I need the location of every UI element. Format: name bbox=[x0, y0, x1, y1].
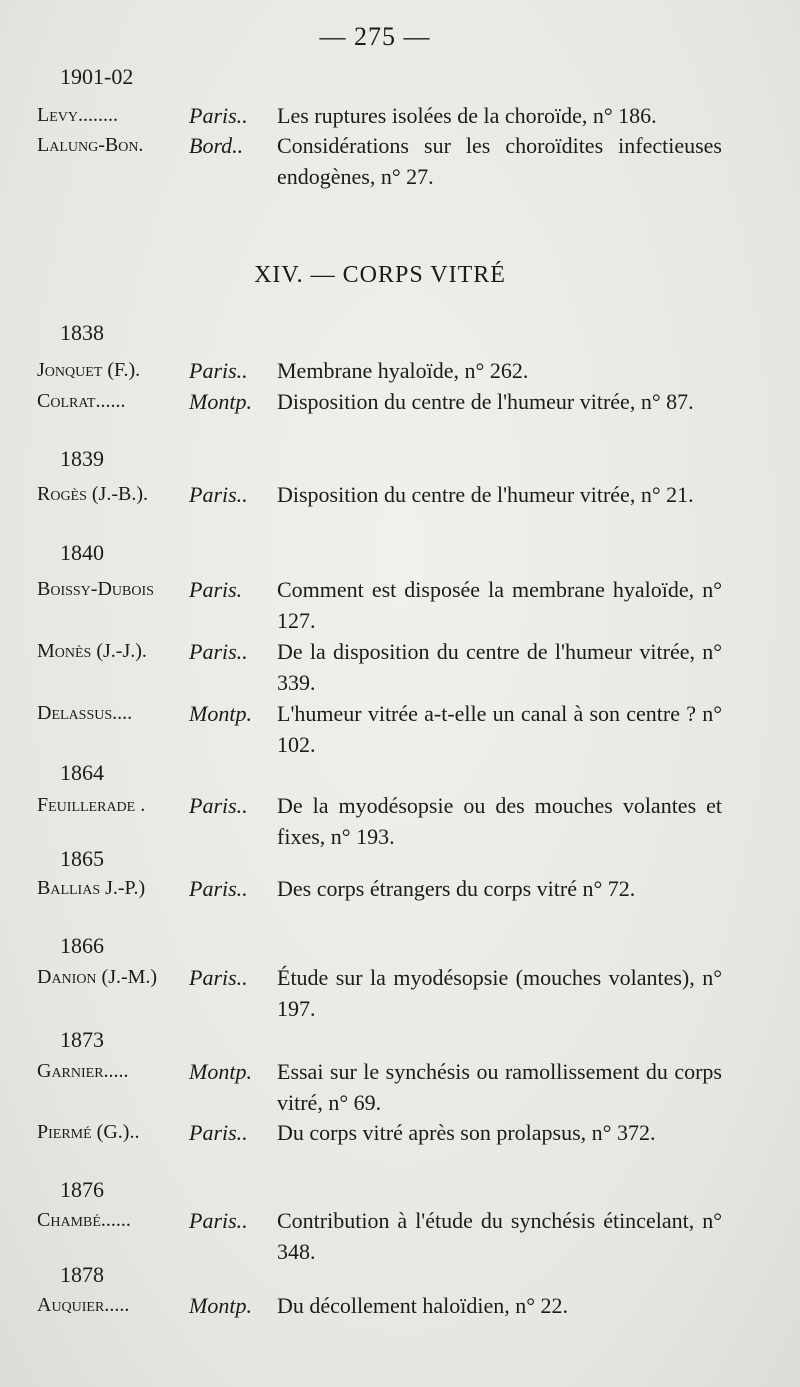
year-heading: 1878 bbox=[60, 1262, 104, 1287]
entry-title: Des corps étrangers du corps vitré n° 72. bbox=[277, 876, 636, 901]
entry-place: Paris.. bbox=[189, 639, 248, 664]
entry-title: Considérations sur les choroïdites infectieuses endogènes, n° 27. bbox=[277, 133, 722, 189]
entry-author: Lalung-Bon. bbox=[37, 134, 144, 156]
entry-author: Rogès (J.-B.). bbox=[37, 483, 149, 505]
entry-place: Montp. bbox=[189, 701, 252, 726]
page-number: — 275 — bbox=[319, 22, 431, 51]
entry-row bbox=[37, 636, 737, 698]
entry-author: Monès (J.-J.). bbox=[37, 640, 147, 662]
year-heading: 1840 bbox=[60, 540, 104, 565]
entry-row bbox=[37, 386, 737, 417]
entry-author: Delassus.... bbox=[37, 702, 133, 724]
entry-title: Essai sur le synchésis ou ramollissement du corps vitré, n° 69. bbox=[277, 1059, 722, 1115]
entry-row bbox=[37, 1117, 737, 1148]
entry-title: Comment est disposée la membrane hyaloïde, n° 127. bbox=[277, 577, 722, 633]
section-title: XIV. — CORPS VITRÉ bbox=[254, 262, 506, 288]
entry-author: Feuillerade . bbox=[37, 794, 146, 816]
entry-row bbox=[37, 790, 737, 852]
entry-row bbox=[37, 574, 737, 636]
entry-title: De la disposition du centre de l'humeur vitrée, n° 339. bbox=[277, 639, 722, 695]
entry-title: Les ruptures isolées de la choroïde, n° 186. bbox=[277, 103, 657, 128]
entry-row bbox=[37, 479, 737, 510]
entry-row bbox=[37, 1205, 737, 1267]
entry-title: De la myodésopsie ou des mouches volantes et fixes, n° 193. bbox=[277, 793, 722, 849]
entry-place: Paris.. bbox=[189, 1208, 248, 1233]
entry-place: Bord.. bbox=[189, 133, 244, 158]
entry-row bbox=[37, 130, 737, 192]
year-heading: 1838 bbox=[60, 320, 104, 345]
entry-title: Étude sur la myodésopsie (mouches volantes), n° 197. bbox=[277, 965, 722, 1021]
entry-row bbox=[37, 1290, 737, 1321]
entry-place: Paris.. bbox=[189, 793, 248, 818]
entry-title: Membrane hyaloïde, n° 262. bbox=[277, 358, 529, 383]
year-heading: 1864 bbox=[60, 760, 104, 785]
year-heading: 1901-02 bbox=[60, 64, 134, 89]
entry-row bbox=[37, 698, 737, 760]
entry-title: Disposition du centre de l'humeur vitrée, n° 87. bbox=[277, 389, 694, 414]
entry-author: Danion (J.-M.) bbox=[37, 966, 158, 988]
entry-author: Chambé...... bbox=[37, 1209, 131, 1231]
entry-title: L'humeur vitrée a-t-elle un canal à son centre ? n° 102. bbox=[277, 701, 722, 757]
entry-title: Du décollement haloïdien, n° 22. bbox=[277, 1293, 569, 1318]
entry-place: Paris.. bbox=[189, 103, 248, 128]
year-heading: 1839 bbox=[60, 446, 104, 471]
entry-title: Disposition du centre de l'humeur vitrée, n° 21. bbox=[277, 482, 694, 507]
entry-author: Auquier..... bbox=[37, 1294, 130, 1316]
year-heading: 1876 bbox=[60, 1177, 104, 1202]
entry-place: Paris.. bbox=[189, 1120, 248, 1145]
entry-author: Ballias J.-P.) bbox=[37, 877, 146, 899]
year-heading: 1865 bbox=[60, 846, 104, 871]
entry-place: Paris.. bbox=[189, 358, 248, 383]
entry-author: Boissy-Dubois bbox=[37, 578, 154, 600]
entry-place: Paris.. bbox=[189, 965, 248, 990]
year-heading: 1866 bbox=[60, 933, 104, 958]
entry-place: Montp. bbox=[189, 1059, 252, 1084]
entry-place: Paris.. bbox=[189, 876, 248, 901]
entry-place: Paris.. bbox=[189, 482, 248, 507]
year-heading: 1873 bbox=[60, 1027, 104, 1052]
entry-author: Piermé (G.).. bbox=[37, 1121, 140, 1143]
entry-row bbox=[37, 1056, 737, 1118]
entry-row bbox=[37, 962, 737, 1024]
entry-author: Colrat...... bbox=[37, 390, 126, 412]
entry-title: Contribution à l'étude du synchésis étincelant, n° 348. bbox=[277, 1208, 722, 1264]
entry-row bbox=[37, 355, 737, 386]
entry-title: Du corps vitré après son prolapsus, n° 372. bbox=[277, 1120, 656, 1145]
entry-author: Garnier..... bbox=[37, 1060, 129, 1082]
entry-place: Montp. bbox=[189, 1293, 252, 1318]
entry-row bbox=[37, 100, 737, 131]
entry-author: Jonquet (F.). bbox=[37, 359, 141, 381]
entry-place: Montp. bbox=[189, 389, 252, 414]
entry-author: Levy........ bbox=[37, 104, 118, 126]
entry-row bbox=[37, 873, 737, 904]
entry-place: Paris. bbox=[189, 577, 243, 602]
